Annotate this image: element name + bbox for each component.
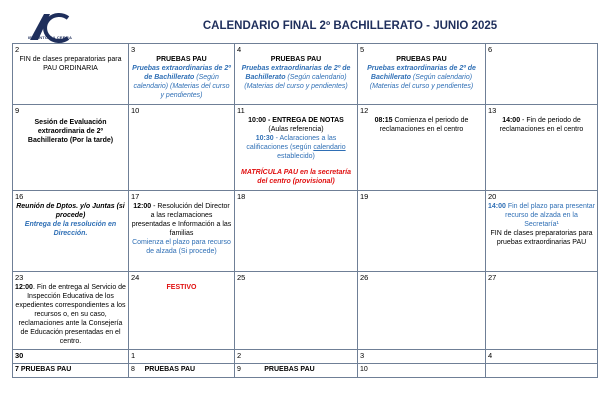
day-cell	[358, 44, 486, 105]
day-cell	[486, 364, 598, 378]
day-number: 26	[360, 273, 369, 282]
day-cell	[358, 350, 486, 364]
day-note: - Resolución del Director a las reclamaciones presentadas e Información a las familias	[131, 202, 232, 238]
day-number: 12	[360, 106, 369, 115]
time-label: 12:00	[15, 283, 33, 291]
day-number: 16	[15, 192, 24, 201]
calendar-table	[12, 43, 598, 378]
day-cell	[486, 44, 598, 105]
day-cell	[235, 105, 358, 191]
time-label: 08:15	[374, 116, 393, 124]
day-note: (Según calendario) (Materias del curso y pendientes)	[369, 73, 474, 91]
day-number: 8	[131, 366, 135, 373]
day-cell	[129, 364, 235, 378]
day-cell	[235, 191, 358, 272]
day-number: 3	[360, 351, 365, 360]
day-cell	[13, 364, 129, 378]
day-note-blue: Comienza el plazo para recurso de alzada (Si procede)	[132, 239, 231, 256]
day-cell	[129, 191, 235, 272]
day-number: 27	[488, 273, 497, 282]
day-heading: PRUEBAS PAU	[270, 55, 322, 63]
week-row	[13, 350, 598, 364]
day-cell	[358, 272, 486, 350]
day-number: 25	[237, 273, 246, 282]
day-cell	[358, 191, 486, 272]
day-subheading: Pruebas extraordinarias de 2º de Bachillerato	[241, 64, 351, 81]
day-note: FIN de clases preparatorias para pruebas extraordinarias PAU	[490, 230, 593, 247]
day-number: 2	[237, 351, 242, 360]
day-number: 13	[488, 106, 497, 115]
day-cell	[13, 350, 129, 364]
day-cell	[13, 191, 129, 272]
day-cell	[358, 364, 486, 378]
time-label: 12:00	[133, 202, 152, 210]
day-number: 2	[15, 45, 20, 54]
day-number: 4	[488, 351, 493, 360]
week-row	[13, 105, 598, 191]
day-number: 4	[237, 45, 242, 54]
day-cell	[129, 272, 235, 350]
day-cell	[235, 44, 358, 105]
day-note: Comienza el periodo de reclamaciones en el centro	[379, 116, 469, 133]
day-number: 17	[131, 192, 140, 201]
day-number: 6	[488, 45, 493, 54]
day-cell	[486, 105, 598, 191]
week-row	[13, 44, 598, 105]
day-cell	[129, 350, 235, 364]
day-number: 11	[237, 106, 245, 115]
day-number: 20	[488, 192, 497, 201]
day-cell	[129, 44, 235, 105]
day-cell	[13, 105, 129, 191]
day-cell	[13, 272, 129, 350]
day-note-blue: Fin del plazo para presentar recurso de alzada en la Secretaría¹	[505, 202, 596, 228]
day-number: 1	[131, 351, 136, 360]
week-row	[13, 191, 598, 272]
holiday-label: FESTIVO	[166, 283, 197, 291]
day-note: - Aclaraciones a las calificaciones (según	[246, 134, 337, 152]
day-note: establecido)	[277, 153, 315, 161]
day-number: 10	[360, 366, 368, 373]
day-number: 24	[131, 273, 140, 282]
day-cell	[235, 364, 358, 378]
day-cell	[486, 272, 598, 350]
day-cell	[358, 105, 486, 191]
day-number: 19	[360, 192, 369, 201]
day-subheading: Pruebas extraordinarias de 2º de Bachillerato	[132, 64, 231, 81]
calendar-link[interactable]: calendario	[313, 144, 346, 152]
day-cell	[235, 350, 358, 364]
day-heading: - ENTREGA DE NOTAS	[266, 116, 344, 124]
day-number: 3	[131, 45, 136, 54]
day-number: 23	[15, 273, 24, 282]
day-note: Sesión de Evaluación extraordinaria de 2º Bachillerato (Por la tarde)	[27, 118, 114, 144]
day-note: (Aulas referencia)	[268, 125, 324, 133]
day-number: 10	[131, 106, 140, 115]
day-number: 5	[360, 45, 365, 54]
week-row	[13, 364, 598, 378]
day-cell	[486, 350, 598, 364]
day-cell	[13, 44, 129, 105]
day-note-blue: Entrega de la resolución en Dirección.	[24, 220, 117, 238]
time-label: 14:00	[488, 202, 506, 210]
day-number: 9	[15, 106, 20, 115]
day-heading: PRUEBAS PAU	[144, 366, 196, 373]
logo-text: IES ANTONIA CERRA	[27, 35, 73, 40]
day-note: FIN de clases preparatorias para PAU ORDINARIA	[19, 55, 122, 72]
time-label: 10:30	[255, 134, 274, 142]
day-note: - Fin de periodo de reclamaciones en el centro	[499, 116, 584, 133]
enrollment-note: MATRÍCULA PAU en la secretaría del centro (provisional)	[241, 169, 351, 186]
time-label: 10:00	[248, 116, 267, 124]
day-note: (Según calendario) (Materias del curso y pendientes)	[244, 73, 348, 91]
day-note: . Fin de entrega al Servicio de Inspección Educativa de los expedientes correspondientes a los recursos o, en su caso, reclamaciones ante la Consejería de Educación presentadas en el centro.	[15, 283, 126, 346]
day-note: Reunión de Dptos. y/o Juntas (si procede)	[16, 202, 125, 219]
day-subheading: Pruebas extraordinarias de 2º de Bachillerato	[367, 64, 476, 81]
week-row	[13, 272, 598, 350]
day-cell	[486, 191, 598, 272]
day-number: 30	[15, 351, 24, 360]
day-number: 18	[237, 192, 246, 201]
day-note: (Según calendario) (Materias del curso y pendientes)	[133, 73, 230, 100]
day-note: 7 PRUEBAS PAU	[15, 366, 72, 373]
time-label: 14:00	[502, 116, 521, 124]
day-heading: PRUEBAS PAU	[264, 366, 315, 373]
day-cell	[129, 105, 235, 191]
day-number: 9	[237, 366, 241, 373]
calendar-title: CALENDARIO FINAL 2º BACHILLERATO - JUNIO 2025	[202, 20, 498, 32]
day-cell	[235, 272, 358, 350]
day-heading: PRUEBAS PAU	[396, 55, 447, 63]
day-heading: PRUEBAS PAU	[156, 55, 207, 63]
